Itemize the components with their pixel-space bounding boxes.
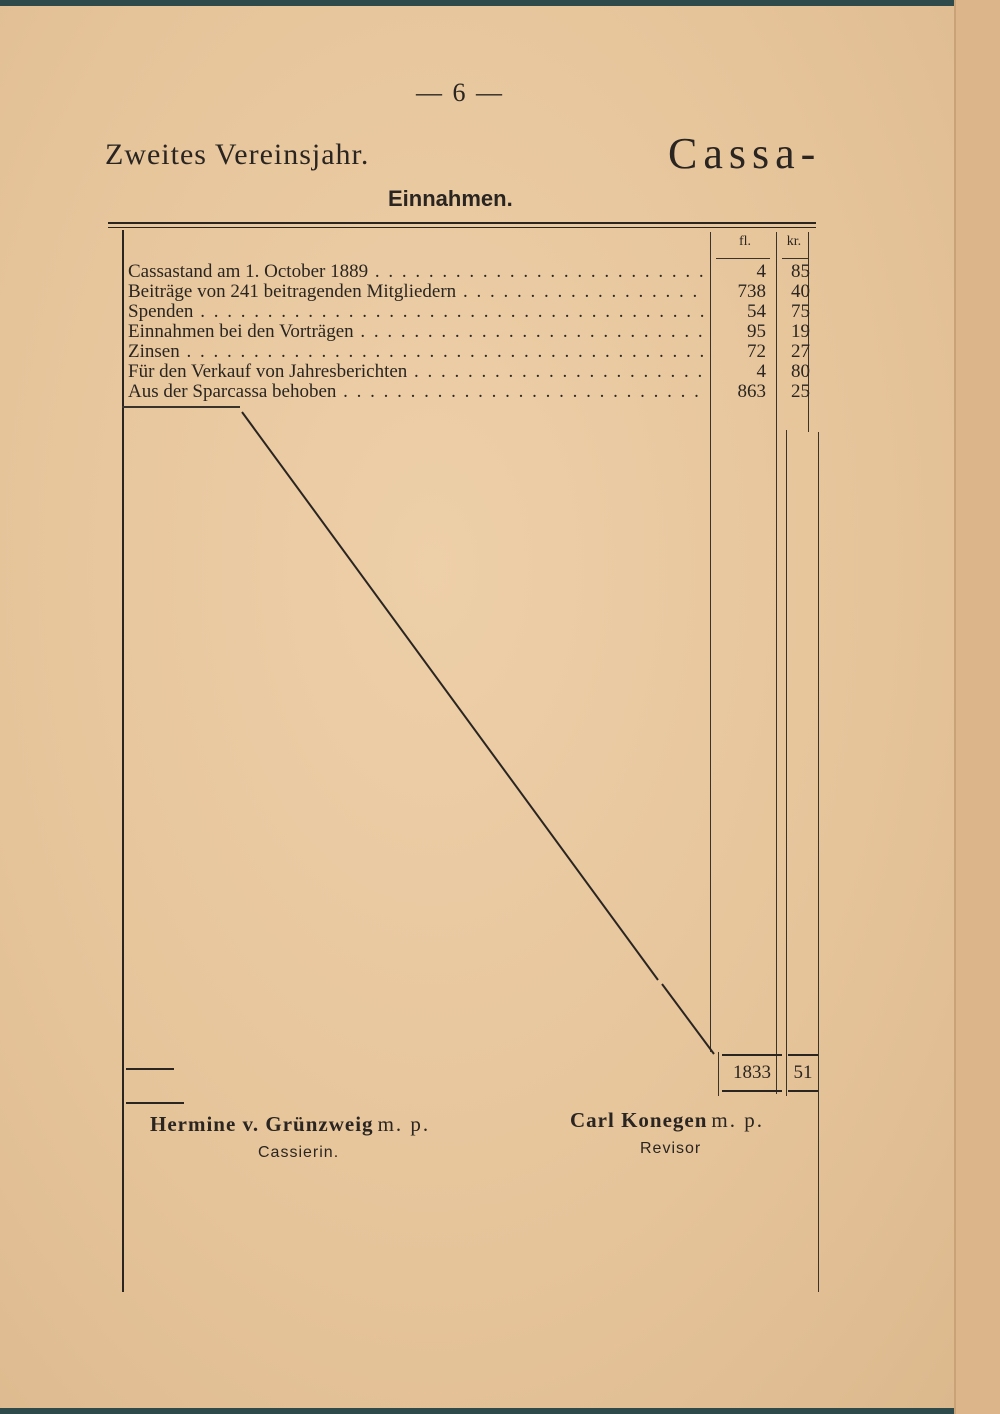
row-label: Einnahmen bei den Vorträgen . . . <box>128 322 706 342</box>
kr-column-header: kr. <box>786 234 802 249</box>
section-title: Zweites Vereinsjahr. <box>105 138 370 171</box>
auditor-signature <box>570 1108 764 1133</box>
row-kr: 19 <box>791 321 810 342</box>
row-fl: 863 <box>737 381 766 402</box>
auditor-name: Carl Konegen <box>570 1108 708 1132</box>
row-fl: 738 <box>737 281 766 302</box>
row-label: Cassastand am 1. October 1889 . . . <box>128 262 706 282</box>
cashier-role: Cassierin. <box>258 1144 340 1161</box>
row-kr: 40 <box>791 281 810 302</box>
row-fl: 4 <box>756 261 766 282</box>
total-rule-top-fl <box>722 1054 782 1056</box>
auditor-mp: m. p. <box>711 1108 764 1132</box>
income-heading: Einnahmen. <box>388 186 513 211</box>
row-fl: 54 <box>747 301 766 322</box>
row-kr: 75 <box>791 301 810 322</box>
total-rule-left <box>126 1068 174 1070</box>
cashier-signature <box>150 1112 430 1137</box>
total-rule-bottom-fl <box>722 1090 782 1092</box>
account-title: Cassa- <box>668 129 822 178</box>
row-kr: 27 <box>791 341 810 362</box>
row-kr: 25 <box>791 381 810 402</box>
page-number: — 6 — <box>416 78 504 107</box>
total-rule-top-kr <box>788 1054 818 1056</box>
cashier-name: Hermine v. Grünzweig <box>150 1112 374 1136</box>
row-kr: 85 <box>791 261 810 282</box>
fl-column-header: fl. <box>738 234 752 249</box>
total-kr: 51 <box>793 1062 813 1083</box>
row-kr: 80 <box>791 361 810 382</box>
row-label: Beiträge von 241 beitragenden Mitgliedern . . . <box>128 282 706 302</box>
total-fl: 1833 <box>733 1062 771 1083</box>
row-fl: 95 <box>747 321 766 342</box>
total-rule-bottom-kr <box>788 1090 818 1092</box>
row-label: Spenden . . . <box>128 302 706 322</box>
row-label: Aus der Sparcassa behoben . . . <box>128 382 706 402</box>
cashier-mp: m. p. <box>377 1112 431 1136</box>
row-fl: 4 <box>756 361 766 382</box>
row-label: Für den Verkauf von Jahresberichten . . . <box>128 362 706 382</box>
auditor-role: Revisor <box>640 1140 702 1157</box>
row-label: Zinsen . . . <box>128 342 706 362</box>
row-fl: 72 <box>747 341 766 362</box>
total-rule-bottom-left <box>126 1102 184 1104</box>
